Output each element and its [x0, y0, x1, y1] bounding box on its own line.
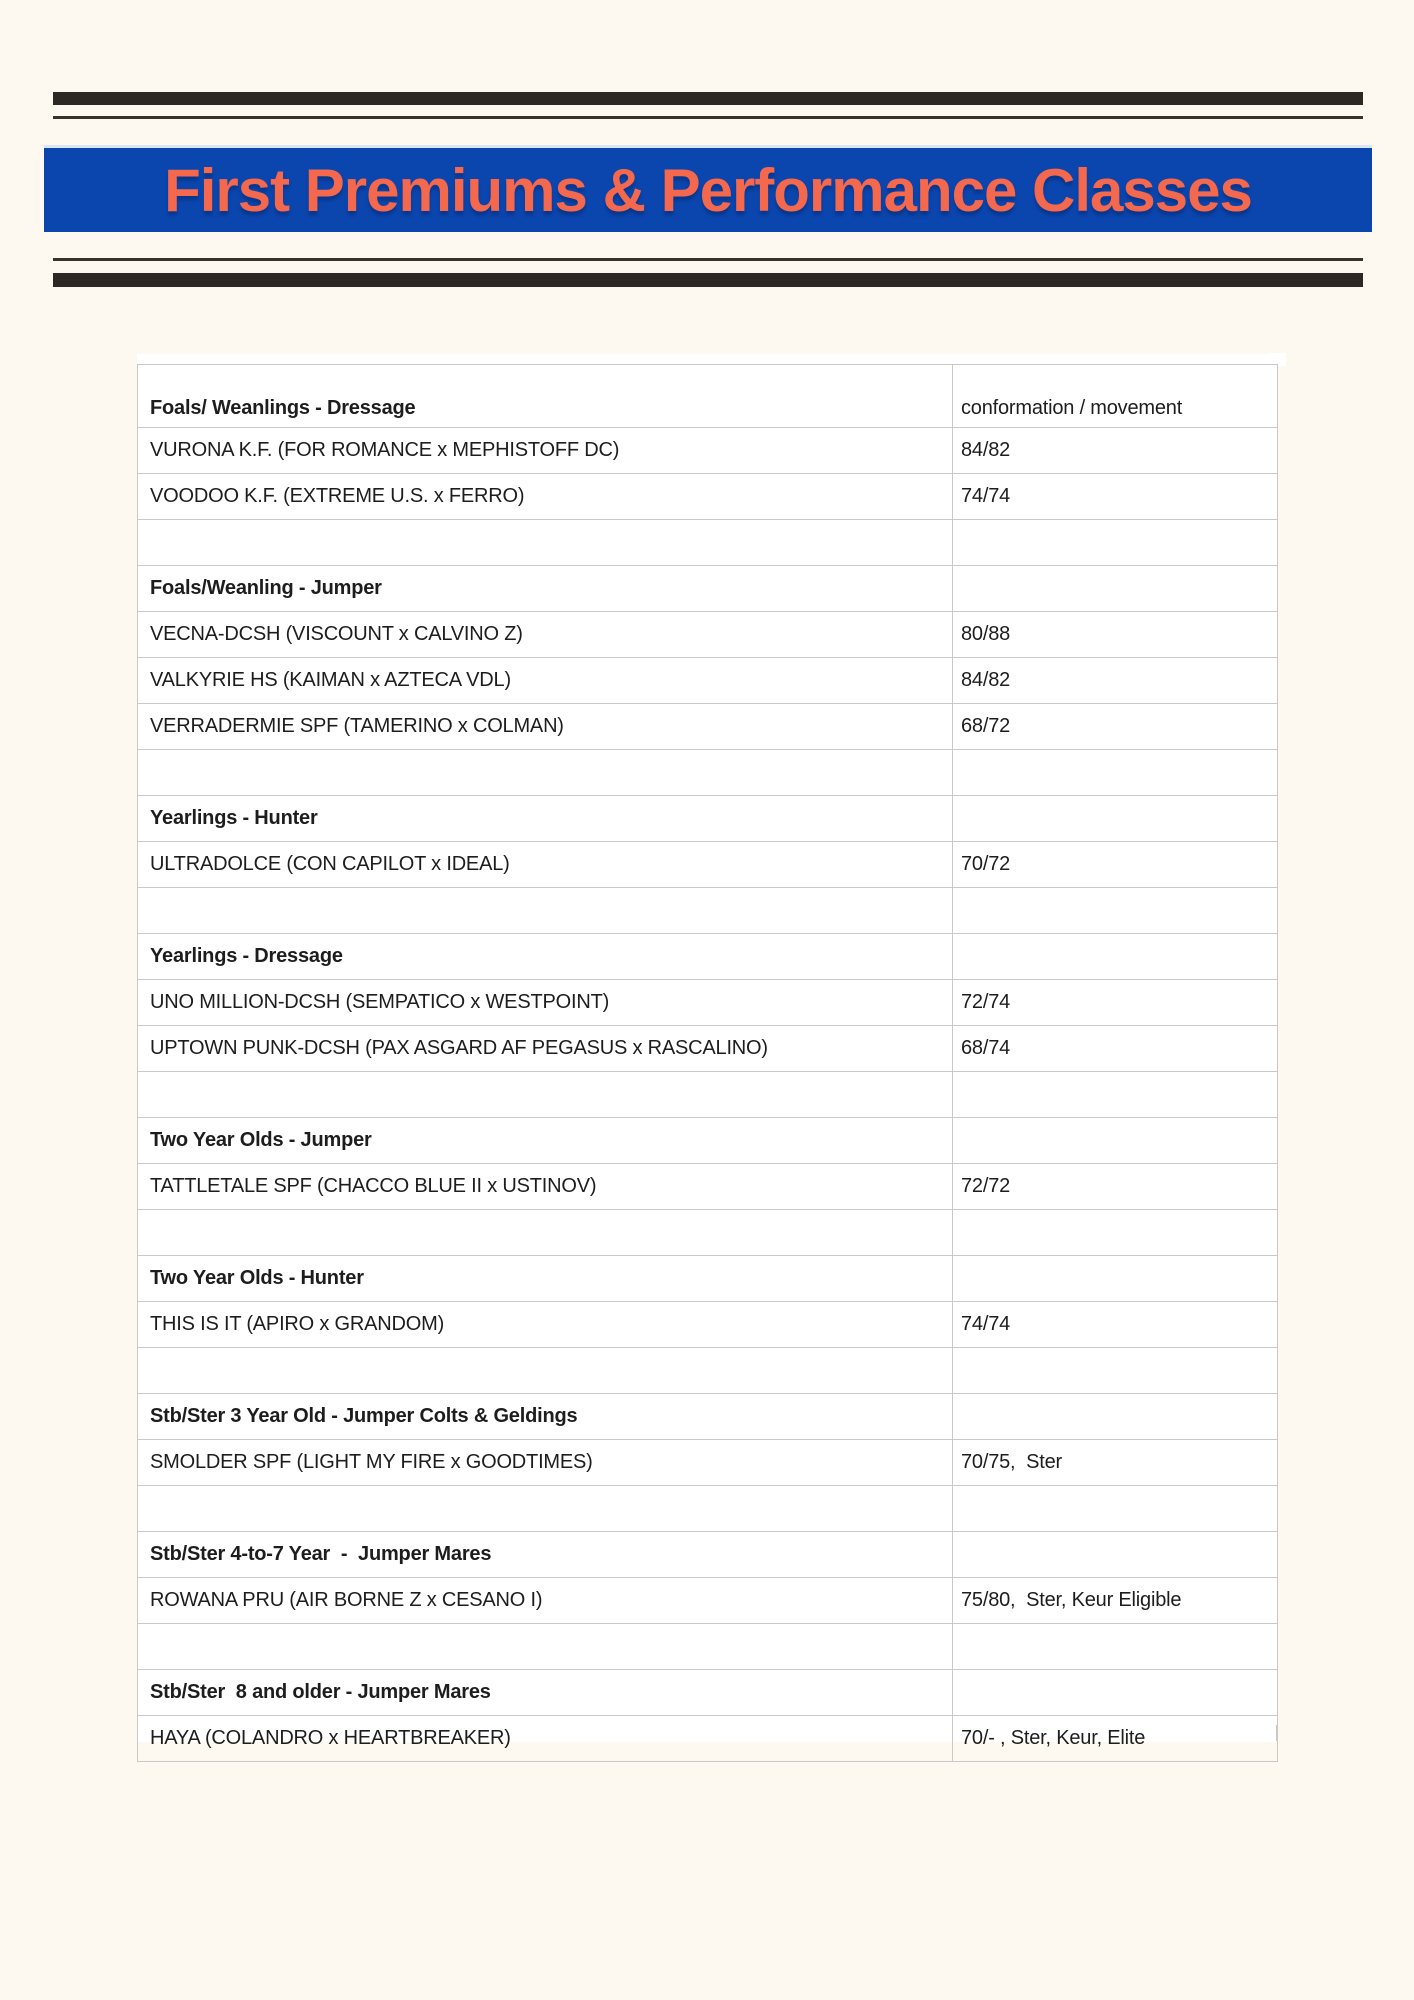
table-row [138, 934, 1278, 980]
score-cell [953, 520, 1278, 566]
score-cell: 74/74 [953, 474, 1278, 520]
table-row [138, 980, 1278, 1026]
table-row [138, 520, 1278, 566]
score-cell: 72/74 [953, 980, 1278, 1026]
page-title: First Premiums & Performance Classes [164, 156, 1252, 224]
cutoff-column-divider [952, 1725, 953, 1741]
results-table-body [138, 365, 1278, 1762]
score-cell: 70/72 [953, 842, 1278, 888]
category-cell: Stb/Ster 4-to-7 Year - Jumper Mares [138, 1532, 953, 1578]
table-row [138, 1486, 1278, 1532]
category-cell [138, 1486, 953, 1532]
category-cell: Stb/Ster 8 and older - Jumper Mares [138, 1670, 953, 1716]
score-cell [953, 1624, 1278, 1670]
score-cell [953, 796, 1278, 842]
score-cell: 84/82 [953, 428, 1278, 474]
title-banner [44, 145, 1372, 232]
category-cell: ULTRADOLCE (CON CAPILOT x IDEAL) [138, 842, 953, 888]
table-row [138, 842, 1278, 888]
results-table [137, 364, 1278, 1762]
score-cell [953, 888, 1278, 934]
category-cell: UNO MILLION-DCSH (SEMPATICO x WESTPOINT) [138, 980, 953, 1026]
category-cell [138, 1624, 953, 1670]
table-row [138, 1072, 1278, 1118]
table-row [138, 1164, 1278, 1210]
category-cell [138, 1210, 953, 1256]
table-row [138, 1256, 1278, 1302]
cutoff-partial-row [137, 1725, 1277, 1741]
top-thick-rule-bar [53, 92, 1363, 105]
category-cell: Two Year Olds - Hunter [138, 1256, 953, 1302]
category-cell: Foals/ Weanlings - Dressage [138, 365, 953, 428]
top-thin-rule-line [53, 116, 1363, 119]
lower-thick-rule-bar [53, 273, 1363, 287]
score-cell [953, 1210, 1278, 1256]
category-cell [138, 520, 953, 566]
table-row [138, 1026, 1278, 1072]
category-cell: HAYA (COLANDRO x HEARTBREAKER) [138, 1716, 953, 1762]
category-cell: VURONA K.F. (FOR ROMANCE x MEPHISTOFF DC) [138, 428, 953, 474]
category-cell: UPTOWN PUNK-DCSH (PAX ASGARD AF PEGASUS x RASCALINO) [138, 1026, 953, 1072]
table-row [138, 750, 1278, 796]
category-cell: VOODOO K.F. (EXTREME U.S. x FERRO) [138, 474, 953, 520]
category-cell [138, 888, 953, 934]
category-cell: Yearlings - Hunter [138, 796, 953, 842]
category-cell: ROWANA PRU (AIR BORNE Z x CESANO I) [138, 1578, 953, 1624]
results-sheet [137, 354, 1277, 1749]
category-cell: VERRADERMIE SPF (TAMERINO x COLMAN) [138, 704, 953, 750]
table-row [138, 1210, 1278, 1256]
score-cell: 84/82 [953, 658, 1278, 704]
table-row [138, 888, 1278, 934]
table-row [138, 1302, 1278, 1348]
table-row [138, 1348, 1278, 1394]
score-cell: 72/72 [953, 1164, 1278, 1210]
table-row [138, 796, 1278, 842]
table-row [138, 428, 1278, 474]
table-row [138, 365, 1278, 428]
score-cell: 68/74 [953, 1026, 1278, 1072]
category-cell: Yearlings - Dressage [138, 934, 953, 980]
score-cell [953, 1348, 1278, 1394]
category-cell: TATTLETALE SPF (CHACCO BLUE II x USTINOV) [138, 1164, 953, 1210]
score-cell [953, 1532, 1278, 1578]
table-row [138, 658, 1278, 704]
category-cell [138, 1072, 953, 1118]
category-cell [138, 1348, 953, 1394]
score-cell: 70/- , Ster, Keur, Elite [953, 1716, 1278, 1762]
table-row [138, 474, 1278, 520]
category-cell: THIS IS IT (APIRO x GRANDOM) [138, 1302, 953, 1348]
score-cell: 68/72 [953, 704, 1278, 750]
table-row [138, 1394, 1278, 1440]
category-cell: Two Year Olds - Jumper [138, 1118, 953, 1164]
category-cell: SMOLDER SPF (LIGHT MY FIRE x GOODTIMES) [138, 1440, 953, 1486]
score-cell [953, 1394, 1278, 1440]
score-cell [953, 1670, 1278, 1716]
score-cell: 74/74 [953, 1302, 1278, 1348]
category-cell: VALKYRIE HS (KAIMAN x AZTECA VDL) [138, 658, 953, 704]
table-row [138, 704, 1278, 750]
score-cell: conformation / movement [953, 365, 1278, 428]
table-row [138, 1624, 1278, 1670]
table-row [138, 1440, 1278, 1486]
score-cell: 80/88 [953, 612, 1278, 658]
score-cell [953, 1072, 1278, 1118]
category-cell [138, 750, 953, 796]
lower-thin-rule-line [53, 258, 1363, 261]
table-row [138, 1118, 1278, 1164]
score-cell [953, 934, 1278, 980]
score-cell [953, 1118, 1278, 1164]
table-row [138, 566, 1278, 612]
table-row [138, 612, 1278, 658]
score-cell: 70/75, Ster [953, 1440, 1278, 1486]
score-cell: 75/80, Ster, Keur Eligible [953, 1578, 1278, 1624]
category-cell: VECNA-DCSH (VISCOUNT x CALVINO Z) [138, 612, 953, 658]
table-row [138, 1578, 1278, 1624]
table-row [138, 1670, 1278, 1716]
score-cell [953, 750, 1278, 796]
score-cell [953, 1486, 1278, 1532]
category-cell: Foals/Weanling - Jumper [138, 566, 953, 612]
score-cell [953, 1256, 1278, 1302]
category-cell: Stb/Ster 3 Year Old - Jumper Colts & Geldings [138, 1394, 953, 1440]
table-row [138, 1532, 1278, 1578]
score-cell [953, 566, 1278, 612]
